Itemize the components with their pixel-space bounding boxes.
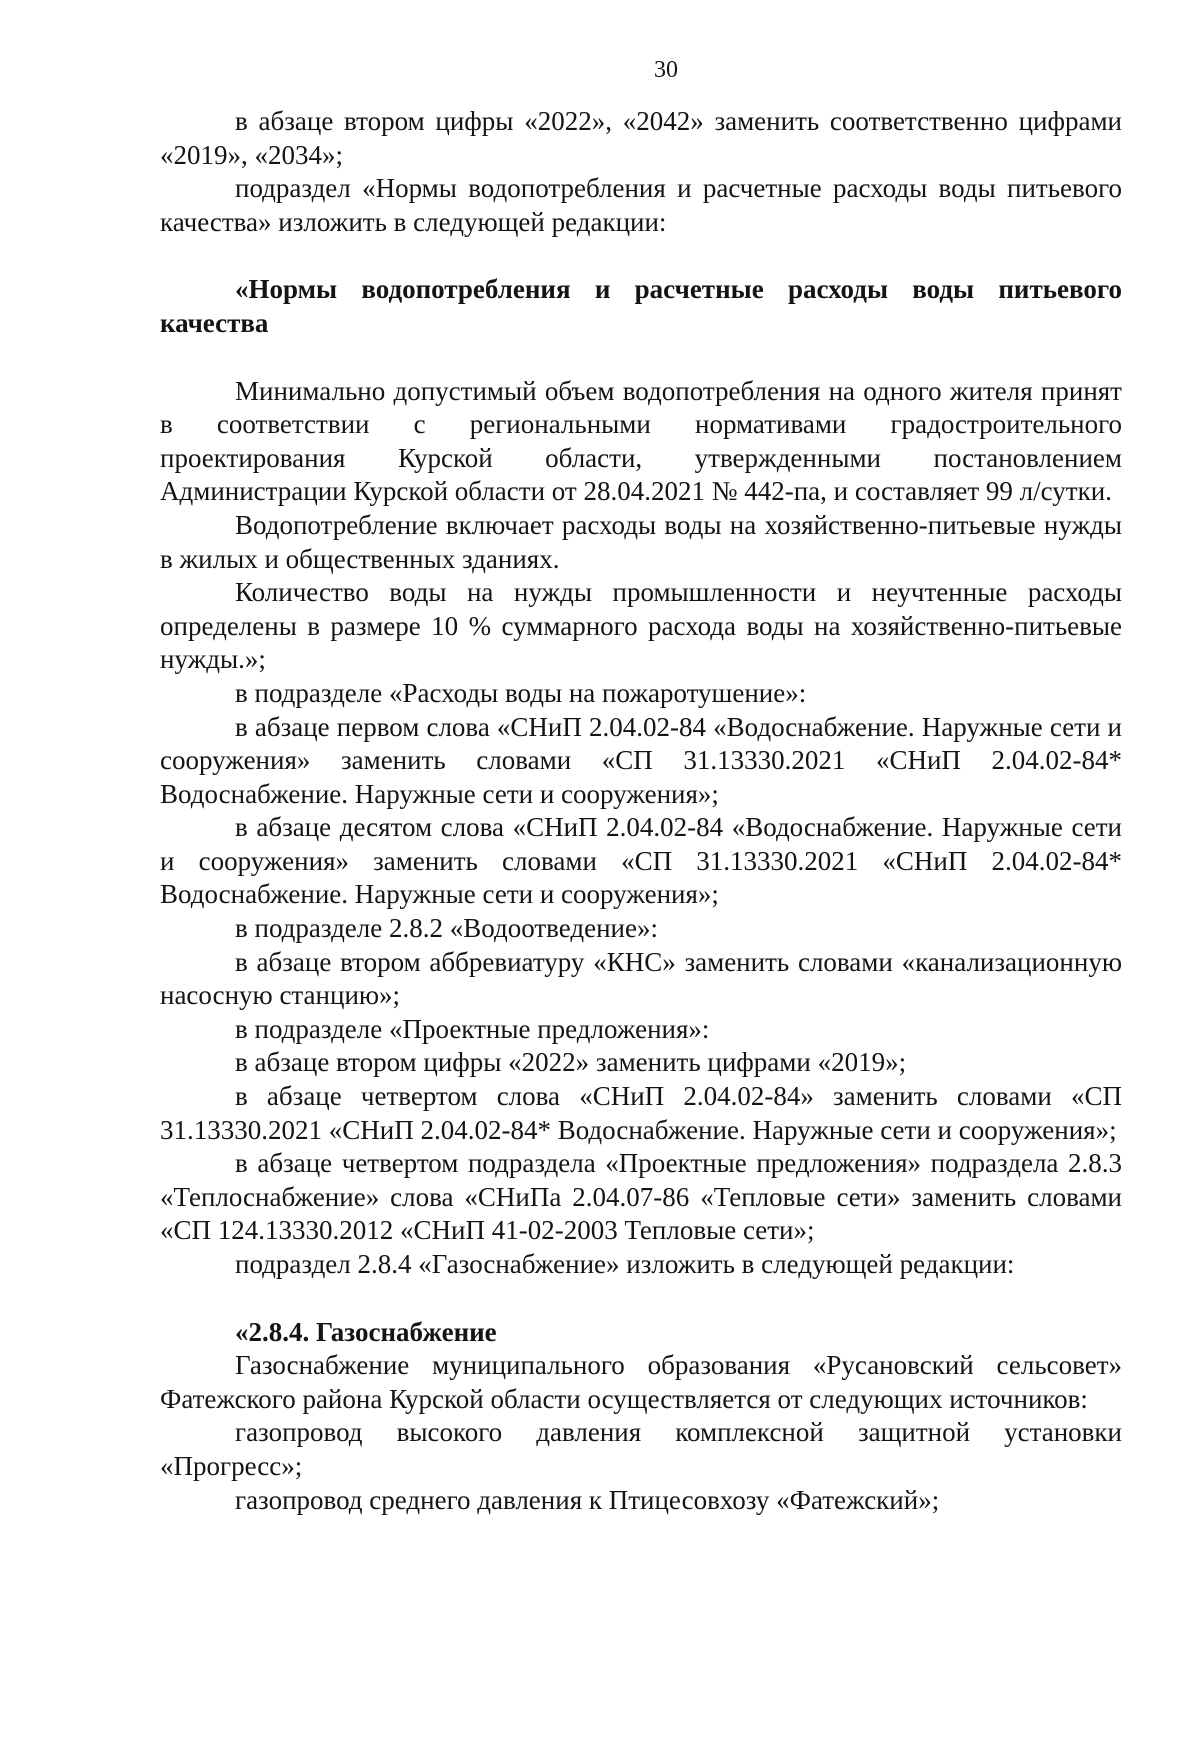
paragraph: подраздел 2.8.4 «Газоснабжение» изложить в следующей редакции: (235, 1249, 1015, 1279)
paragraph: в абзаце втором аббревиатуру «КНС» заменить словами «канализационную насосную станцию»; (160, 946, 1122, 1011)
paragraph: в абзаце десятом слова «СНиП 2.04.02-84 «Водоснабжение. Наружные сети и сооружения» заменить словами «СП 31.13330.2021 «СНиП 2.04.02-84* Водоснабжение. Наружные сети и сооружения»; (160, 812, 1122, 910)
paragraph: подраздел «Нормы водопотребления и расчетные расходы воды питьевого качества» изложить в следующей редакции: (160, 173, 1122, 237)
document-page (160, 55, 1122, 1517)
paragraph: в подразделе «Расходы воды на пожаротушение»: (235, 677, 807, 708)
paragraph: Минимально допустимый объем водопотребления на одного жителя принят в соответствии с региональными нормативами градостроительного проектирования Курской области, утвержденными постановлением Администрации Курской области от 28.04.2021 № 442-па, и составляет 99 л/сутки. (160, 375, 1122, 507)
paragraph: Водопотребление включает расходы воды на хозяйственно-питьевые нужды в жилых и общественных зданиях. (160, 509, 1122, 574)
section-heading: «Нормы водопотребления и расчетные расходы воды питьевого качества (160, 274, 1122, 338)
paragraph: Газоснабжение муниципального образования «Русановский сельсовет» Фатежского района Курской области осуществляется от следующих источников: (160, 1350, 1122, 1414)
section-heading: «2.8.4. Газоснабжение (235, 1316, 497, 1347)
paragraph: в абзаце четвертом слова «СНиП 2.04.02-84» заменить словами «СП 31.13330.2021 «СНиП 2.04.02-84* Водоснабжение. Наружные сети и сооружения»; (160, 1081, 1122, 1145)
paragraph: в подразделе 2.8.2 «Водоотведение»: (235, 913, 658, 944)
paragraph: в абзаце втором цифры «2022» заменить цифрами «2019»; (235, 1047, 907, 1078)
paragraph: в абзаце четвертом подраздела «Проектные предложения» подраздела 2.8.3 «Теплоснабжение» слова «СНиПа 2.04.07-86 «Тепловые сети» заменить словами «СП 124.13330.2012 «СНиП 41-02-2003 Тепловые сети»; (160, 1148, 1122, 1246)
paragraph: Количество воды на нужды промышленности и неучтенные расходы определены в размере 10 % суммарного расхода воды на хозяйственно-питьевые нужды.»; (160, 577, 1122, 675)
paragraph: газопровод среднего давления к Птицесовхозу «Фатежский»; (235, 1484, 940, 1515)
paragraph: в абзаце первом слова «СНиП 2.04.02-84 «Водоснабжение. Наружные сети и сооружения» заменить словами «СП 31.13330.2021 «СНиП 2.04.02-84* Водоснабжение. Наружные сети и сооружения»; (160, 711, 1122, 809)
paragraph: в подразделе «Проектные предложения»: (235, 1013, 710, 1044)
paragraph: в абзаце втором цифры «2022», «2042» заменить соответственно цифрами «2019», «2034»; (160, 106, 1122, 170)
paragraph: газопровод высокого давления комплексной защитной установки «Прогресс»; (160, 1417, 1122, 1481)
page-number: 30 (654, 57, 678, 83)
